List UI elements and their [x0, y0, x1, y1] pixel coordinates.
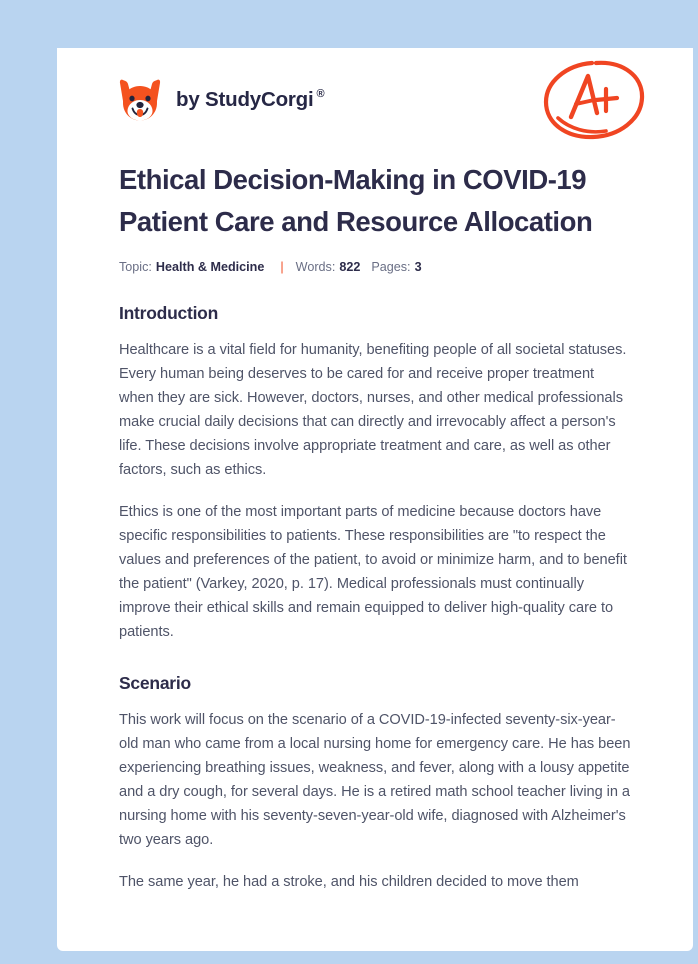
document-sheet	[57, 48, 693, 951]
paragraph: The same year, he had a stroke, and his children decided to move them	[119, 874, 579, 890]
brand-full-label: by StudyCorgi	[176, 87, 314, 111]
registered-trademark-icon: ®	[316, 87, 325, 100]
document-content	[57, 48, 693, 894]
document-meta	[119, 260, 631, 274]
paragraph: Ethics is one of the most important parts of medicine because doctors have specific responsibilities to patients. These responsibilities are "to respect the values and preferences of the patient, to avoid or minimize harm, and to benefit the patient" (Varkey, 2020, p. 17). Medical professionals must continually improve their ethical skills and remain equipped to deliver high-quality care to patients.	[119, 504, 627, 640]
paragraph: Healthcare is a vital field for humanity, benefiting people of all societal statuses. Every human being deserves to be cared for and receive proper treatment when they are sick. However, doctors, nurses, and other medical professionals make crucial daily decisions that can directly and irrevocably affect a person's life. These decisions involve appropriate treatment and care, as well as other factors, such as ethics.	[119, 342, 627, 478]
corgi-dog-face-icon	[119, 78, 161, 122]
a-plus-circled-grade-icon	[540, 55, 648, 145]
section-heading-introduction: Introduction	[119, 303, 219, 323]
meta-topic-label: Topic:	[119, 260, 152, 274]
meta-topic-value[interactable]: Health & Medicine	[155, 260, 265, 274]
meta-words-label: Words:	[295, 260, 336, 274]
a-plus-grade-badge	[540, 55, 648, 145]
studycorgi-brand[interactable]	[119, 78, 324, 122]
brand-wordmark	[176, 88, 324, 112]
meta-pages-label: Pages:	[371, 260, 411, 274]
document-header	[119, 48, 631, 151]
paragraph: This work will focus on the scenario of a COVID-19-infected seventy-six-year-old man who came from a local nursing home for emergency care. He has been experiencing breathing issues, weakness, and fever, along with a lousy appetite and a dry cough, for several days. He is a retired math school teacher living in a nursing home with his seventy-seven-year-old wife, diagnosed with Alzheimer's two years ago.	[119, 712, 631, 848]
meta-pages-value: 3	[414, 260, 422, 274]
section-heading-scenario: Scenario	[119, 673, 191, 693]
page-title: Ethical Decision-Making in COVID-19 Patient Care and Resource Allocation	[119, 164, 593, 237]
meta-words-value: 822	[339, 260, 361, 274]
meta-separator: |	[280, 260, 284, 274]
